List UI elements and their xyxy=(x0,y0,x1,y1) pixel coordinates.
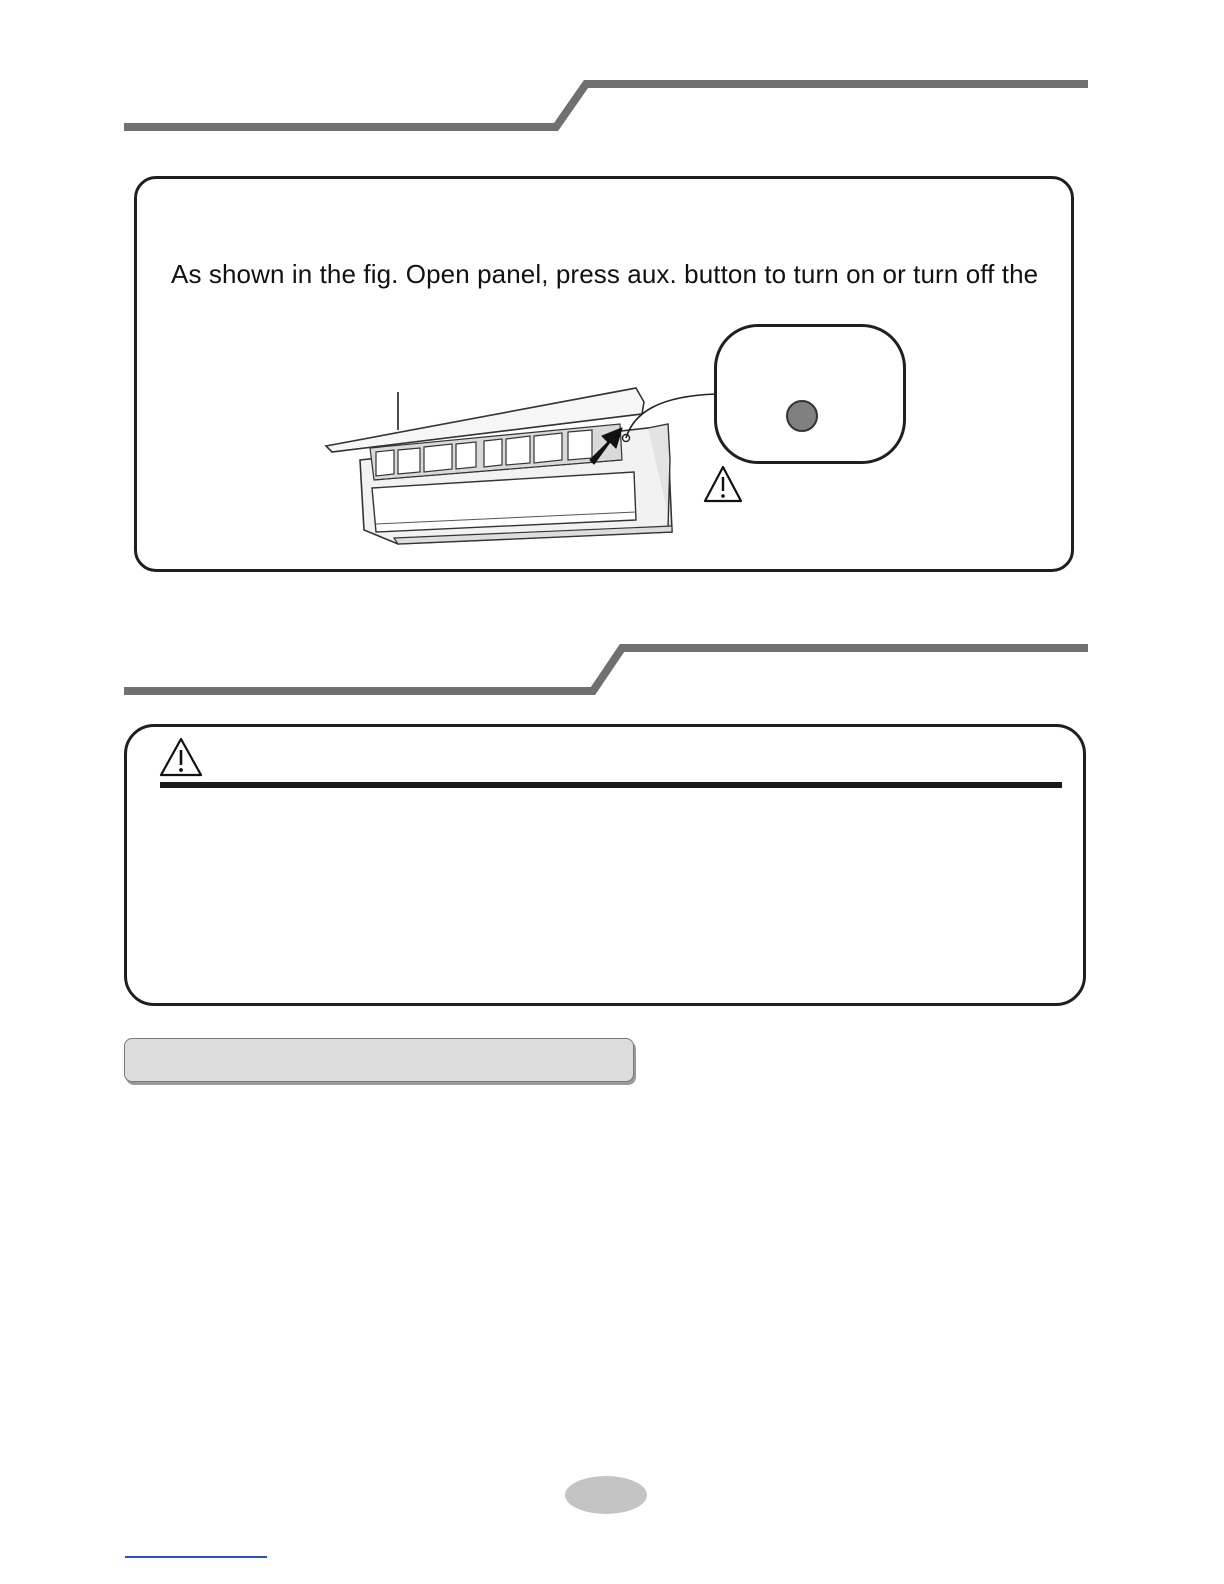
footer-link[interactable] xyxy=(125,1556,267,1558)
zoom-connector-line xyxy=(620,388,720,444)
page-number-oval xyxy=(565,1476,647,1514)
section-header-bar-2 xyxy=(0,636,1224,706)
section-header-bar-1 xyxy=(0,70,1224,140)
instruction-text: As shown in the fig. Open panel, press aux. button to turn on or turn off the xyxy=(171,259,1039,289)
subsection-heading-bar xyxy=(124,1038,634,1082)
caution-box xyxy=(124,724,1086,1006)
warning-triangle-icon xyxy=(702,464,744,504)
caution-divider-rule xyxy=(160,782,1062,788)
aux-button-zoom-bubble xyxy=(714,324,906,464)
aux-button-icon[interactable] xyxy=(786,400,818,432)
warning-triangle-icon xyxy=(158,736,204,778)
